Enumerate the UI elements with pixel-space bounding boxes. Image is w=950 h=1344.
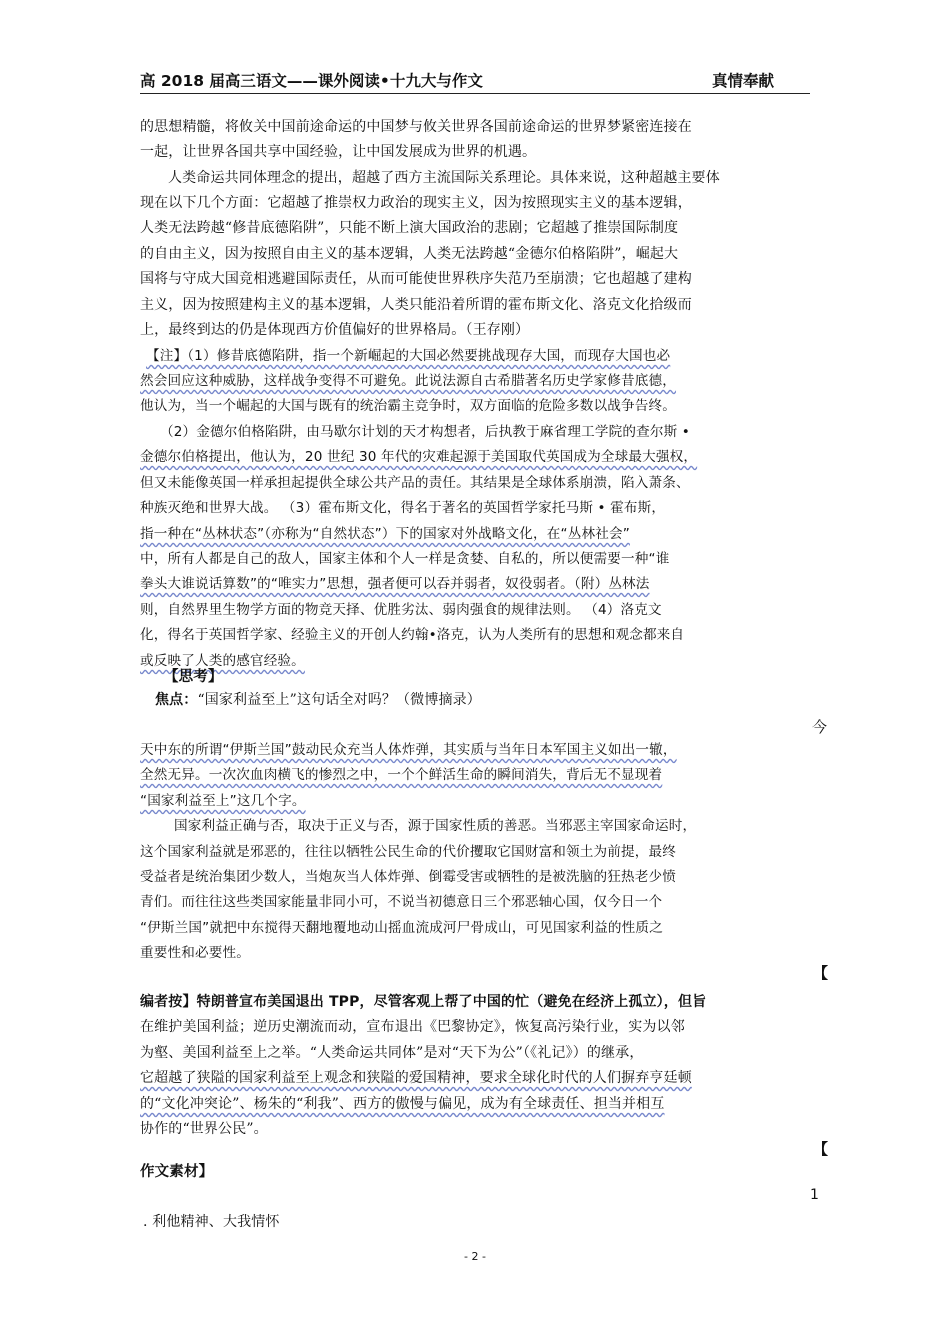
para-line: 天中东的所谓“伊斯兰国”鼓动民众充当人体炸弹，其实质与当年日本军国主义如出一辙， <box>140 742 677 758</box>
para-line: 重要性和必要性。 <box>140 945 250 961</box>
para-line: 受益者是统治集团少数人，当炮灰当人体炸弹、倒霉受害或牺牲的是被洗脑的狂热老少愤 <box>140 869 677 885</box>
altruism-line: . 利他精神、大我情怀 <box>143 1214 280 1230</box>
para-line: 现在以下几个方面：它超越了推崇权力政治的现实主义，因为按照现实主义的基本逻辑， <box>140 195 692 211</box>
note-line: 种族灭绝和世界大战。 （3）霍布斯文化，得名于著名的英国哲学家托马斯 • 霍布斯， <box>140 500 666 516</box>
editor-line: 编者按】特朗普宣布美国退出 TPP，尽管客观上帮了中国的忙（避免在经济上孤立），但旨 <box>140 994 707 1010</box>
bracket-mark: 【 <box>813 1140 829 1158</box>
note-line: 指一种在“丛林状态”（亦称为“自然状态”）下的国家对外战略文化，在“丛林社会” <box>140 526 630 542</box>
para-line: 的自由主义，因为按照自由主义的基本逻辑，人类无法跨越“金德尔伯格陷阱”，崛起大 <box>140 246 679 262</box>
note-line: 化，得名于英国哲学家、经验主义的开创人约翰•洛克，认为人类所有的思想和观念都来自 <box>140 627 685 643</box>
note-line: 【注】（1）修昔底德陷阱，指一个新崛起的大国必然要挑战现存大国，而现存大国也必 <box>146 348 671 364</box>
note-line: 或反映了人类的感官经验。 <box>140 653 305 669</box>
editor-line: 它超越了狭隘的国家利益至上观念和狭隘的爱国精神，要求全球化时代的人们摒弃亨廷顿 <box>140 1070 692 1086</box>
note-line: 金德尔伯格提出，他认为，20 世纪 30 年代的灾难起源于美国取代英国成为全球最大强权， <box>140 449 698 465</box>
editor-line: 为壑、美国利益至上之举。“人类命运共同体”是对“天下为公”（《礼记》）的继承， <box>140 1045 644 1061</box>
bracket-mark: 【 <box>813 964 829 982</box>
think-heading: 【思考】 <box>164 669 223 685</box>
para-line: 的思想精髓，将攸关中国前途命运的中国梦与攸关世界各国前途命运的世界梦紧密连接在 <box>140 119 692 135</box>
para-line: “伊斯兰国”就把中东搅得天翻地覆地动山摇血流成河尸骨成山，可见国家利益的性质之 <box>140 920 663 936</box>
para-line: 人类无法跨越“修昔底德陷阱”，只能不断上演大国政治的悲剧；它超越了推崇国际制度 <box>140 220 679 236</box>
note-line: 则，自然界里生物学方面的物竞天择、优胜劣汰、弱肉强食的规律法则。 （4）洛克文 <box>140 602 662 618</box>
note-line: （2）金德尔伯格陷阱，由马歇尔计划的天才构想者，后执教于麻省理工学院的查尔斯 • <box>160 424 690 440</box>
note-line: 拳头大谁说话算数”的“唯实力”思想，强者便可以吞并弱者，奴役弱者。（附）丛林法 <box>140 576 650 592</box>
para-line: “国家利益至上”这几个字。 <box>140 793 306 809</box>
note-line: 他认为，当一个崛起的大国与既有的统治霸主竞争时，双方面临的危险多数以战争告终。 <box>140 398 677 414</box>
para-line: 国将与守成大国竞相逃避国际责任，从而可能使世界秩序失范乃至崩溃；它也超越了建构 <box>140 271 692 287</box>
page-number: - 2 - <box>464 1250 486 1263</box>
editor-line: 的“文化冲突论”、杨朱的“利我”、西方的傲慢与偏见，成为有全球责任、担当并相互 <box>140 1096 665 1112</box>
para-line: 全然无异。一次次血肉横飞的惨烈之中，一个个鲜活生命的瞬间消失，背后无不显现着 <box>140 767 663 783</box>
focus-line <box>155 688 827 713</box>
para-line: 人类命运共同体理念的提出，超越了西方主流国际关系理论。具体来说，这种超越主要体 <box>168 170 720 186</box>
para-line: 一起，让世界各国共享中国经验，让中国发展成为世界的机遇。 <box>140 144 537 160</box>
item-number: 1 <box>810 1187 819 1203</box>
header-right: 真情奉献 <box>711 72 774 90</box>
page-header <box>140 69 810 94</box>
para-line: 青们。而往往这些类国家能量非同小可，不说当初德意日三个邪恶轴心国，仅今日一个 <box>140 894 663 910</box>
para-line: 主义，因为按照建构主义的基本逻辑，人类只能沿着所谓的霍布斯文化、洛克文化拾级而 <box>140 297 692 313</box>
para-line: 这个国家利益就是邪恶的，往往以牺牲公民生命的代价攫取它国财富和领土为前提，最终 <box>140 844 677 860</box>
material-heading: 作文素材】 <box>140 1164 214 1180</box>
para-line: 国家利益正确与否，取决于正义与否，源于国家性质的善恶。当邪恶主宰国家命运时， <box>174 818 697 834</box>
para-line: 上，最终到达的仍是体现西方价值偏好的世界格局。（王存刚） <box>140 322 530 338</box>
editor-line: 在维护美国利益；逆历史潮流而动，宣布退出《巴黎协定》，恢复高污染行业，实为以邻 <box>140 1019 685 1035</box>
focus-text: “国家利益至上”这句话全对吗？（微博摘录） <box>197 692 481 708</box>
header-title: 高 2018 届高三语文——课外阅读•十九大与作文 <box>140 72 483 90</box>
note-line: 中，所有人都是自己的敌人，国家主体和个人一样是贪婪、自私的，所以便需要一种“谁 <box>140 551 670 567</box>
note-line: 但又未能像英国一样承担起提供全球公共产品的责任。其结果是全球体系崩溃，陷入萧条、 <box>140 475 690 491</box>
editor-line: 协作的“世界公民”。 <box>140 1121 268 1137</box>
jin-char: 今 <box>812 718 828 736</box>
focus-label: 焦点： <box>155 692 198 708</box>
note-line: 然会回应这种威胁，这样战争变得不可避免。此说法源自古希腊著名历史学家修昔底德， <box>140 373 677 389</box>
